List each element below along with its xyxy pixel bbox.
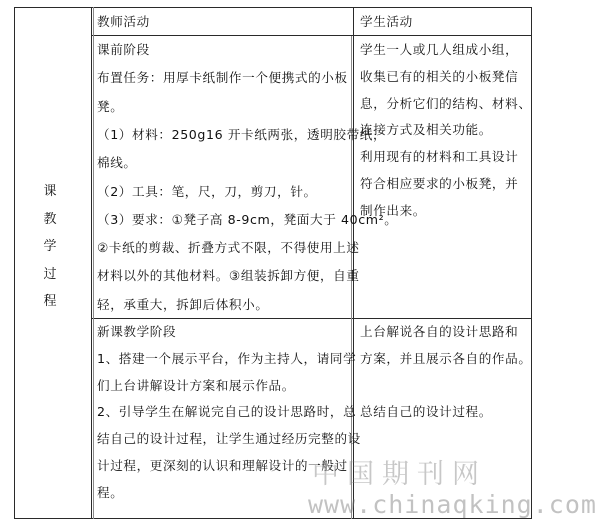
cell-text-line: 符合相应要求的小板凳，并 [360, 176, 519, 191]
cell-text-line: 利用现有的材料和工具设计 [360, 149, 519, 165]
cell-text-line: 总结自己的设计过程。 [360, 404, 492, 420]
cell-text-line: 材料以外的其他材料。③组装拆卸方便，自重 [97, 268, 360, 284]
row-header-char: 教 [43, 211, 57, 227]
cell-text-line: 布置任务：用厚卡纸制作一个便携式的小板 [97, 70, 348, 86]
row-header-char: 学 [43, 239, 57, 255]
cell-text-line: 结自己的设计过程，让学生通过经历完整的设 [97, 431, 361, 447]
table-section-divider [91, 318, 532, 319]
table-border-right [531, 7, 532, 519]
cell-text-line: 连接方式及相关功能。 [360, 122, 492, 138]
row-header-char: 过 [43, 266, 57, 282]
table-border-left [14, 7, 15, 519]
cell-text-line: 制作出来。 [360, 202, 426, 218]
cell-text-line: 凳。 [97, 98, 124, 114]
cell-text-line: 课前阶段 [97, 42, 150, 57]
cell-text-line: 息，分析它们的结构、材料、 [360, 95, 532, 111]
cell-text-line: （3）要求：①凳子高 8-9cm，凳面大于 40cm²。 [97, 211, 398, 227]
cell-text-line: 上台解说各自的设计思路和 [360, 324, 519, 339]
cell-text-line: 学生一人或几人组成小组， [360, 42, 519, 57]
cell-text-line: 程。 [97, 484, 124, 500]
cell-text-line: 方案，并且展示各自的作品。 [360, 350, 532, 366]
row-header-char: 课 [43, 184, 57, 199]
cell-text-line: 收集已有的相关的小板凳信 [360, 68, 519, 84]
table-header-bottom [91, 35, 532, 36]
cell-text-line: （2）工具：笔，尺，刀，剪刀，针。 [97, 183, 317, 199]
cell-text-line: 计过程，更深刻的认识和理解设计的一般过 [97, 458, 348, 473]
watermark-url: www.chinaqking.com [308, 490, 597, 519]
cell-text-line: 新课教学阶段 [97, 324, 177, 339]
cell-text-line: （1）材料：250g16 开卡纸两张，透明胶带纸， [97, 126, 387, 142]
table-border-top [14, 7, 532, 8]
header-student-activity: 学生活动 [360, 14, 413, 29]
watermark-chinese: 中国期刊网 [312, 459, 487, 490]
cell-text-line: 们上台讲解设计方案和展示作品。 [97, 377, 295, 393]
cell-text-line: 2、引导学生在解说完自己的设计思路时，总 [97, 404, 357, 420]
header-teacher-activity: 教师活动 [97, 14, 150, 29]
row-header-teaching-process [38, 178, 62, 316]
cell-text-line: ②卡纸的剪裁、折叠方式不限，不得使用上述 [97, 240, 360, 256]
cell-text-line: 轻，承重大，拆卸后体积小。 [97, 296, 269, 312]
table-divider-col1 [91, 7, 92, 519]
cell-text-line: 1、搭建一个展示平台，作为主持人，请同学 [97, 350, 357, 366]
row-header-char: 程 [43, 294, 57, 310]
cell-text-line: 棉线。 [97, 155, 137, 171]
table-divider-col1-double [93, 7, 94, 519]
